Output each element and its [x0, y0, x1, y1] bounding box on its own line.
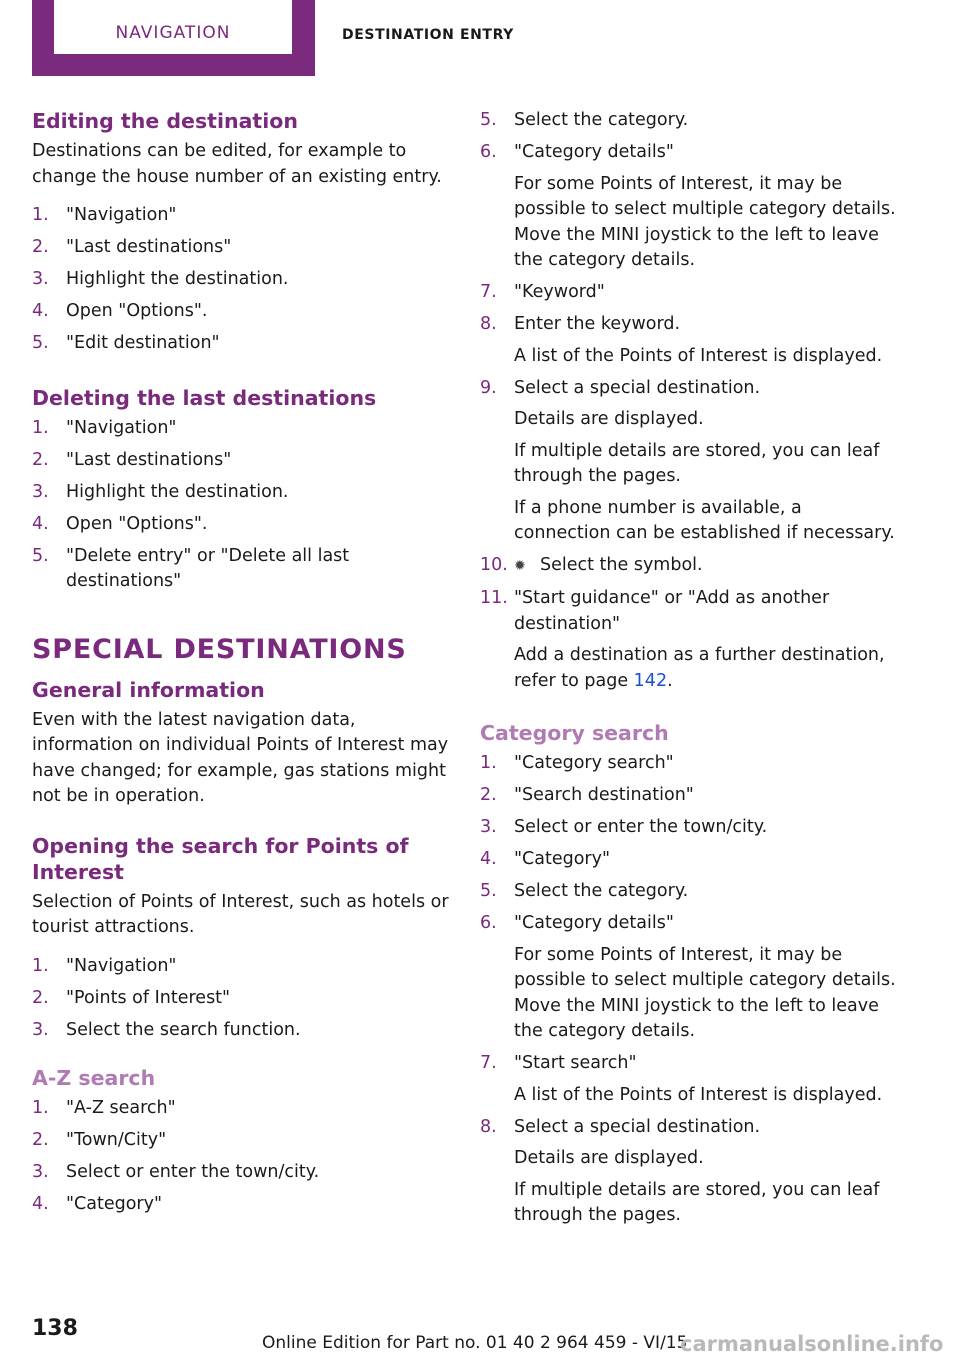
- step-text: "Town/City": [66, 1130, 167, 1150]
- edition-note: Online Edition for Part no. 01 40 2 964 459 - VI/15: [262, 1333, 688, 1353]
- step-number: 2.: [32, 1130, 49, 1150]
- list-item: [480, 1115, 900, 1229]
- list-item: [480, 751, 900, 777]
- step-detail-end: .: [667, 670, 673, 691]
- list-item: [32, 1192, 452, 1218]
- page-header: [0, 0, 960, 80]
- step-number: 5.: [480, 881, 497, 901]
- settings-symbol-icon: ✹: [514, 558, 526, 574]
- step-detail: A list of the Points of Interest is displayed.: [514, 1084, 883, 1105]
- list-item: [480, 847, 900, 873]
- step-text: [514, 1115, 900, 1229]
- heading-general: General information: [32, 677, 265, 702]
- step-text: Select the search function.: [66, 1019, 301, 1040]
- list-item: [480, 108, 900, 134]
- step-number: 6.: [480, 913, 497, 933]
- step-text: "Category search": [514, 753, 674, 773]
- list-item: [480, 911, 900, 1045]
- list-item: [32, 512, 452, 538]
- step-text: [514, 911, 900, 1045]
- step-main: "Category details": [514, 913, 674, 933]
- heading-az-search: A-Z search: [32, 1066, 156, 1090]
- editing-text: Destinations can be edited, for example to change the house number of an existing entry.: [32, 141, 442, 187]
- step-detail: If multiple details are stored, you can leaf through the pages.: [514, 440, 880, 486]
- step-main: "Start guidance" or "Add as another destination": [514, 588, 830, 634]
- deleting-steps: [32, 416, 452, 595]
- step-number: 8.: [480, 314, 497, 334]
- list-item: [480, 879, 900, 905]
- list-item: [480, 586, 900, 694]
- step-text: [514, 376, 900, 547]
- step-number: 8.: [480, 1116, 497, 1137]
- step-text: Highlight the destination.: [66, 481, 289, 502]
- step-text: "Navigation": [66, 205, 177, 225]
- step-text: "Edit destination": [66, 333, 220, 353]
- page-number: 138: [32, 1316, 78, 1341]
- step-main: Select a special destination.: [514, 377, 761, 398]
- step-number: 1.: [32, 205, 49, 225]
- step-text: Highlight the destination.: [66, 269, 289, 289]
- step-text: Select or enter the town/city.: [66, 1162, 320, 1182]
- step-detail: Details are displayed.: [514, 409, 704, 429]
- step-text: Select the category.: [514, 881, 689, 901]
- category-steps: [480, 751, 900, 1229]
- step-text: "Keyword": [514, 282, 605, 302]
- list-item: [480, 312, 900, 369]
- list-item: [480, 553, 900, 580]
- step-number: 2.: [32, 237, 49, 257]
- heading-category-search: Category search: [480, 721, 669, 745]
- step-text: "A-Z search": [66, 1098, 176, 1118]
- step-text: "Navigation": [66, 417, 177, 438]
- list-item: [480, 783, 900, 809]
- general-text: Even with the latest navigation data, information on individual Points of Interest may have changed; for example, gas stations might not be in operation.: [32, 709, 449, 806]
- list-item: [32, 954, 452, 980]
- step-number: 3.: [480, 817, 497, 837]
- list-item: [32, 1128, 452, 1154]
- list-item: [32, 1096, 452, 1122]
- step-detail: [514, 643, 900, 694]
- section-label: DESTINATION ENTRY: [342, 27, 514, 43]
- chapter-tab-label: NAVIGATION: [115, 23, 231, 43]
- step-number: 4.: [480, 849, 497, 869]
- heading-opening: Opening the search for Points of Interest: [32, 833, 409, 884]
- list-item: [32, 1018, 452, 1044]
- step-text: Open "Options".: [66, 301, 208, 321]
- list-item: [480, 1051, 900, 1108]
- heading-special-destinations: SPECIAL DESTINATIONS: [32, 633, 407, 665]
- step-main: "Start search": [514, 1053, 637, 1073]
- list-item: [32, 299, 452, 325]
- step-text: "Last destinations": [66, 449, 232, 470]
- step-number: 1.: [480, 753, 497, 773]
- list-item: [32, 544, 452, 595]
- list-item: [32, 986, 452, 1012]
- heading-deleting: Deleting the last destinations: [32, 385, 377, 410]
- step-number: 7.: [480, 1053, 497, 1073]
- step-text: "Category": [66, 1194, 163, 1214]
- opening-steps: [32, 954, 452, 1044]
- step-number: 9.: [480, 377, 497, 398]
- step-detail: If a phone number is available, a connection can be established if necessary.: [514, 497, 895, 543]
- step-text: [514, 140, 900, 274]
- step-number: 3.: [32, 1019, 49, 1040]
- step-text: Select the category.: [514, 110, 689, 130]
- az-steps: [32, 1096, 452, 1218]
- step-text: "Navigation": [66, 955, 177, 976]
- list-item: [480, 815, 900, 841]
- list-item: [32, 267, 452, 293]
- step-main: Select a special destination.: [514, 1116, 761, 1137]
- step-number: 2.: [480, 785, 497, 805]
- step-text: Select or enter the town/city.: [514, 817, 768, 837]
- az-steps-continued: [480, 108, 900, 694]
- step-number: 1.: [32, 955, 49, 976]
- step-text: [514, 312, 900, 369]
- step-number: 7.: [480, 282, 497, 302]
- step-text: "Category": [514, 849, 611, 869]
- step-text: "Delete entry" or "Delete all last destinations": [66, 545, 350, 591]
- step-text: [514, 586, 900, 694]
- step-number: 5.: [32, 545, 49, 566]
- left-column: [32, 108, 452, 1232]
- heading-editing: Editing the destination: [32, 109, 298, 133]
- opening-text: Selection of Points of Interest, such as hotels or tourist attractions.: [32, 891, 449, 937]
- step-number: 4.: [32, 1194, 49, 1214]
- list-item: [32, 1160, 452, 1186]
- step-text: [514, 1051, 900, 1108]
- editing-steps: [32, 203, 452, 357]
- step-main: Select the symbol.: [540, 555, 703, 575]
- step-number: 4.: [32, 513, 49, 534]
- step-text: "Search destination": [514, 785, 694, 805]
- step-detail: If multiple details are stored, you can leaf through the pages.: [514, 1179, 880, 1225]
- step-number: 5.: [480, 110, 497, 130]
- step-detail: A list of the Points of Interest is displayed.: [514, 345, 883, 366]
- step-number: 11.: [480, 588, 508, 608]
- step-detail: Details are displayed.: [514, 1148, 704, 1168]
- step-main: Enter the keyword.: [514, 314, 681, 334]
- list-item: [480, 280, 900, 306]
- watermark: carmanualsonline.info: [680, 1332, 944, 1356]
- step-detail: For some Points of Interest, it may be possible to select multiple category details. Move the MINI joystick to the left to leave the category details.: [514, 944, 896, 1041]
- step-number: 6.: [480, 142, 497, 162]
- step-text: "Last destinations": [66, 237, 232, 257]
- step-number: 5.: [32, 333, 49, 353]
- list-item: [32, 203, 452, 229]
- step-text: "Points of Interest": [66, 987, 231, 1008]
- step-number: 4.: [32, 301, 49, 321]
- list-item: [480, 140, 900, 274]
- step-text: [514, 553, 900, 580]
- step-detail-text: Add a destination as a further destination, refer to page: [514, 645, 885, 691]
- step-number: 3.: [32, 1162, 49, 1182]
- step-main: "Category details": [514, 142, 674, 162]
- step-number: 3.: [32, 481, 49, 502]
- list-item: [32, 235, 452, 261]
- step-number: 1.: [32, 417, 49, 438]
- right-column: [480, 108, 900, 1243]
- step-number: 2.: [32, 449, 49, 470]
- step-number: 10.: [480, 555, 508, 575]
- list-item: [32, 331, 452, 357]
- step-detail: For some Points of Interest, it may be possible to select multiple category details. Move the MINI joystick to the left to leave the category details.: [514, 173, 896, 270]
- list-item: [32, 480, 452, 506]
- step-text: Open "Options".: [66, 513, 208, 534]
- step-number: 2.: [32, 987, 49, 1008]
- list-item: [32, 448, 452, 474]
- list-item: [32, 416, 452, 442]
- step-number: 3.: [32, 269, 49, 289]
- list-item: [480, 376, 900, 547]
- page-reference-link[interactable]: 142: [633, 670, 668, 691]
- step-number: 1.: [32, 1098, 49, 1118]
